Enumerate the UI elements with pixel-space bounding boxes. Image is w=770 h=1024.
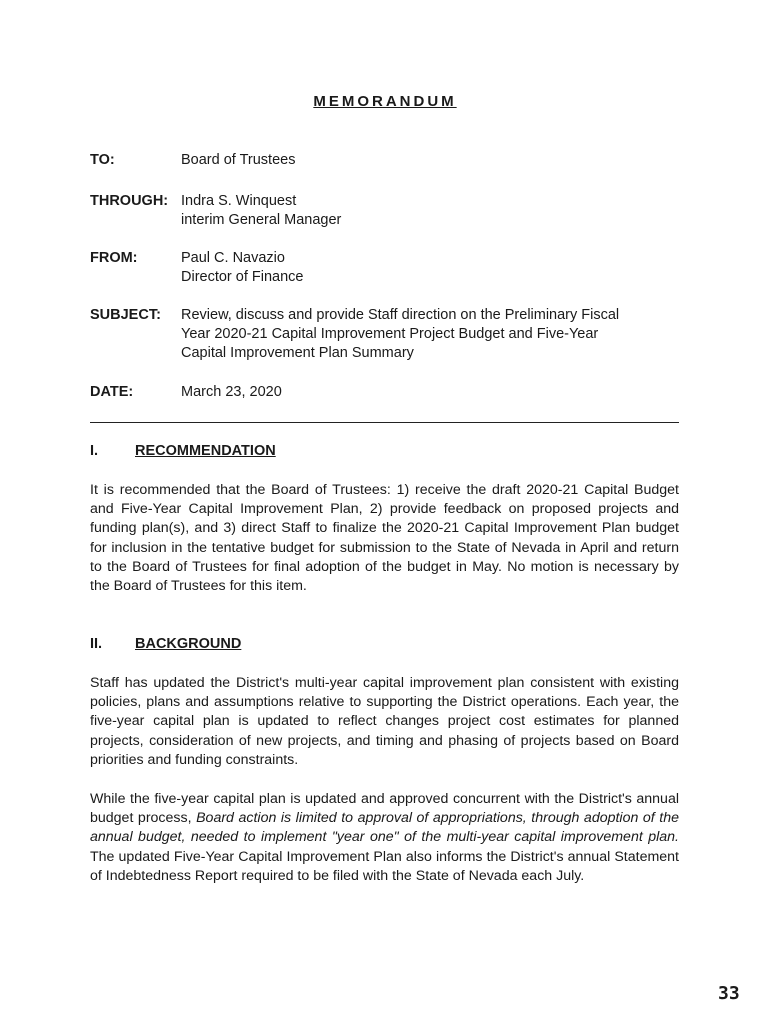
recommendation-text: It is recommended that the Board of Trustees: 1) receive the draft 2020-21 Capital Budget and Five-Year Capital Improvement Plan, 2) provide feedback on proposed projects and funding plan(s), and 3) direct Staff to finalize the 2020-21 Capital Improvement Plan budget for inclusion in the tentative budget for submission to the State of Nevada in April and return to the Board of Trustees for final adoption of the budget in May. No motion is necessary by the Board of Trustees for this item. bbox=[90, 482, 679, 595]
subject-label: SUBJECT: bbox=[90, 307, 161, 323]
to-value: Board of Trustees bbox=[181, 152, 296, 168]
section-title: BACKGROUND bbox=[135, 636, 242, 652]
background-paragraph-2 bbox=[90, 790, 679, 886]
paragraph-text: The updated Five-Year Capital Improvement Plan also informs the District's annual Statement of Indebtedness Report required to be filed with the State of Nevada each July. bbox=[90, 848, 679, 884]
memo-title: MEMORANDUM bbox=[313, 93, 457, 110]
subject-line: Capital Improvement Plan Summary bbox=[181, 345, 414, 361]
date-label: DATE: bbox=[90, 384, 134, 400]
through-title: interim General Manager bbox=[181, 212, 342, 228]
from-name: Paul C. Navazio bbox=[181, 250, 285, 266]
section-title: RECOMMENDATION bbox=[135, 443, 276, 459]
subject-line: Year 2020-21 Capital Improvement Project Budget and Five-Year bbox=[181, 326, 599, 342]
from-title: Director of Finance bbox=[181, 269, 304, 285]
from-label: FROM: bbox=[90, 250, 138, 266]
subject-line: Review, discuss and provide Staff direction on the Preliminary Fiscal bbox=[181, 307, 620, 323]
header-divider bbox=[90, 422, 679, 423]
paragraph-emphasis: Board action is limited to approval of appropriations, through adoption of the annual budget, needed to implement "year one" of the multi-year capital improvement plan. bbox=[90, 810, 679, 846]
section-number: I. bbox=[90, 443, 99, 459]
through-label: THROUGH: bbox=[90, 193, 169, 209]
date-value: March 23, 2020 bbox=[181, 384, 282, 400]
paragraph-text: While the five-year capital plan is updated and approved concurrent with the District's annual budget process, bbox=[90, 791, 679, 827]
background-paragraph-1: Staff has updated the District's multi-year capital improvement plan consistent with existing policies, plans and assumptions relative to supporting the District operations. Each year, the five-year capital plan is updated to reflect changes project cost estimates for planned projects, consideration of new projects, and timing and phasing of projects based on Board priorities and funding constraints. bbox=[90, 675, 679, 768]
through-name: Indra S. Winquest bbox=[181, 193, 297, 209]
to-label: TO: bbox=[90, 152, 115, 168]
section-number: II. bbox=[90, 636, 103, 652]
page-number: 33 bbox=[718, 983, 740, 1004]
